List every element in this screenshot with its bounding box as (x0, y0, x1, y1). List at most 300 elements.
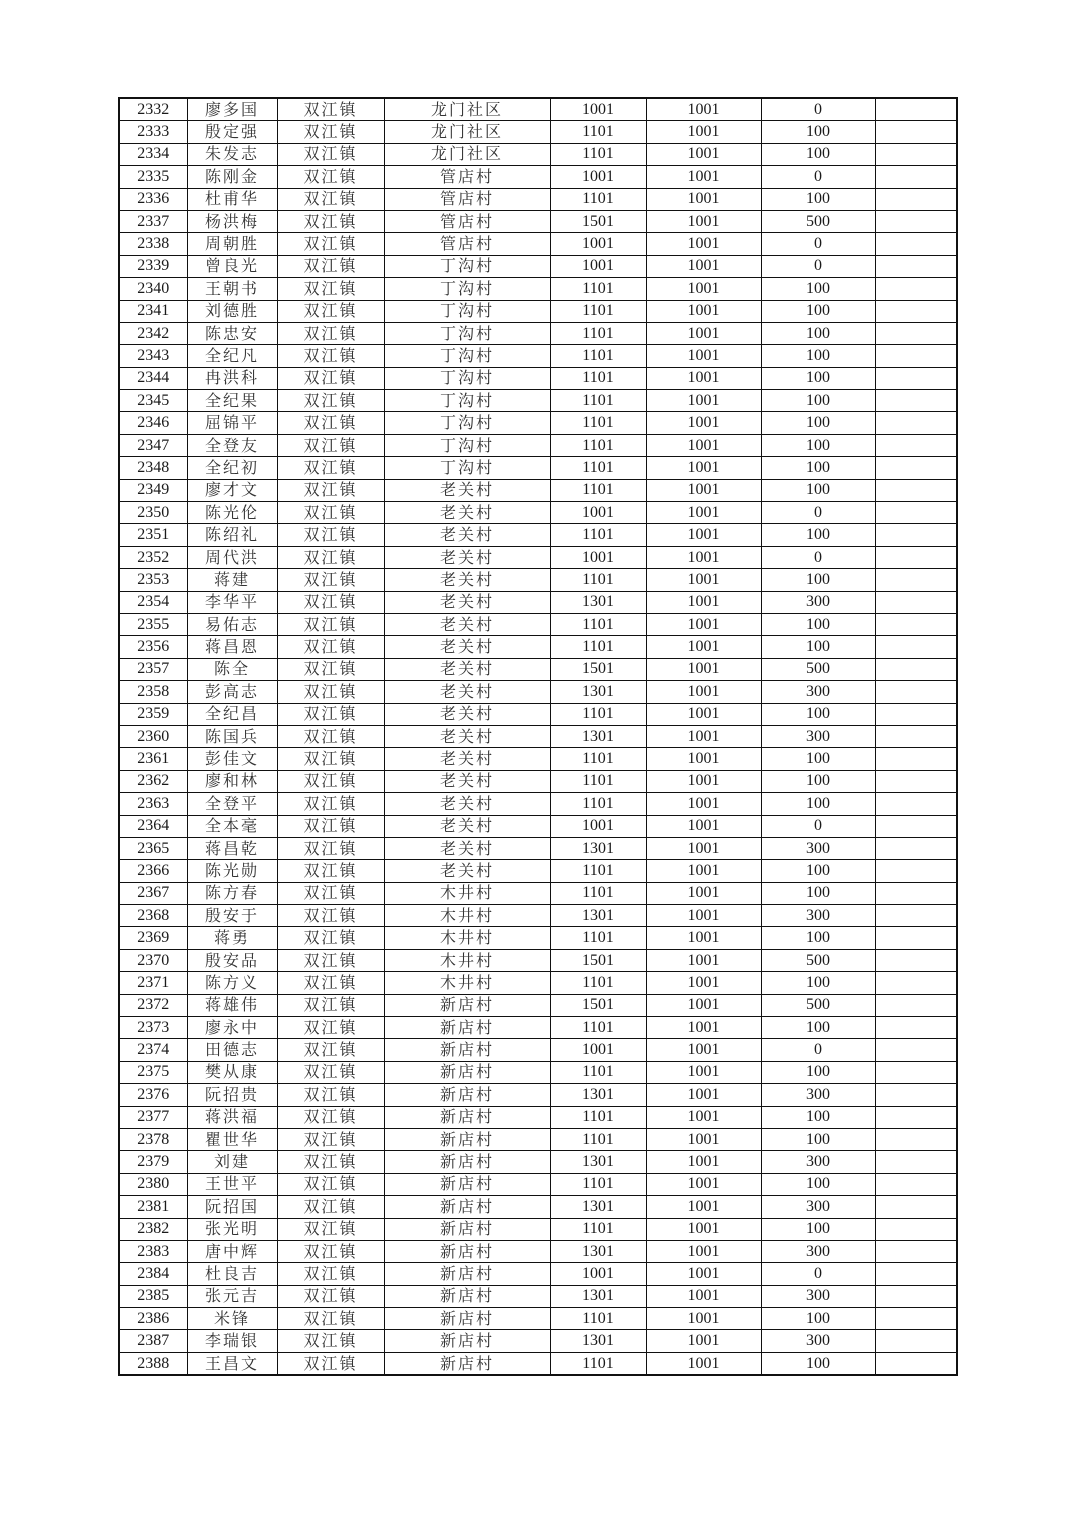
difference-cell: 100 (761, 1128, 875, 1150)
value-a-cell: 1101 (550, 860, 646, 882)
value-b-cell: 1001 (646, 815, 761, 837)
note-cell (875, 994, 957, 1016)
table-row (119, 1308, 957, 1330)
table-row (119, 367, 957, 389)
table-row (119, 770, 957, 792)
town-cell: 双江镇 (277, 390, 384, 412)
table-row (119, 569, 957, 591)
difference-cell: 0 (761, 1263, 875, 1285)
town-cell: 双江镇 (277, 1061, 384, 1083)
value-b-cell: 1001 (646, 322, 761, 344)
name-cell: 冉洪科 (187, 367, 277, 389)
town-cell: 双江镇 (277, 703, 384, 725)
village-cell: 新店村 (384, 1352, 550, 1375)
value-a-cell: 1101 (550, 972, 646, 994)
value-a-cell: 1101 (550, 1106, 646, 1128)
value-a-cell: 1001 (550, 1039, 646, 1061)
town-cell: 双江镇 (277, 994, 384, 1016)
value-b-cell: 1001 (646, 793, 761, 815)
name-cell: 蒋昌恩 (187, 636, 277, 658)
row-number-cell: 2352 (119, 546, 187, 568)
note-cell (875, 636, 957, 658)
difference-cell: 0 (761, 98, 875, 121)
village-cell: 龙门社区 (384, 143, 550, 165)
town-cell: 双江镇 (277, 1039, 384, 1061)
town-cell: 双江镇 (277, 322, 384, 344)
difference-cell: 0 (761, 255, 875, 277)
village-cell: 新店村 (384, 1263, 550, 1285)
row-number-cell: 2342 (119, 322, 187, 344)
town-cell: 双江镇 (277, 1151, 384, 1173)
value-a-cell: 1101 (550, 703, 646, 725)
village-cell: 管店村 (384, 233, 550, 255)
value-b-cell: 1001 (646, 233, 761, 255)
name-cell: 蒋勇 (187, 927, 277, 949)
value-b-cell: 1001 (646, 1128, 761, 1150)
value-b-cell: 1001 (646, 412, 761, 434)
village-cell: 新店村 (384, 1240, 550, 1262)
name-cell: 米锋 (187, 1308, 277, 1330)
town-cell: 双江镇 (277, 98, 384, 121)
town-cell: 双江镇 (277, 949, 384, 971)
difference-cell: 100 (761, 143, 875, 165)
note-cell (875, 188, 957, 210)
village-cell: 新店村 (384, 1039, 550, 1061)
value-a-cell: 1101 (550, 1173, 646, 1195)
village-cell: 丁沟村 (384, 434, 550, 456)
value-b-cell: 1001 (646, 1017, 761, 1039)
value-a-cell: 1301 (550, 1330, 646, 1352)
name-cell: 全登平 (187, 793, 277, 815)
row-number-cell: 2377 (119, 1106, 187, 1128)
row-number-cell: 2343 (119, 345, 187, 367)
value-b-cell: 1001 (646, 502, 761, 524)
village-cell: 新店村 (384, 1218, 550, 1240)
difference-cell: 0 (761, 166, 875, 188)
name-cell: 陈光勋 (187, 860, 277, 882)
note-cell (875, 905, 957, 927)
village-cell: 新店村 (384, 1128, 550, 1150)
village-cell: 木井村 (384, 905, 550, 927)
difference-cell: 100 (761, 1352, 875, 1375)
name-cell: 曾良光 (187, 255, 277, 277)
difference-cell: 0 (761, 815, 875, 837)
value-a-cell: 1301 (550, 1285, 646, 1307)
table-row (119, 725, 957, 747)
difference-cell: 100 (761, 479, 875, 501)
name-cell: 全纪初 (187, 457, 277, 479)
value-b-cell: 1001 (646, 994, 761, 1016)
note-cell (875, 658, 957, 680)
village-cell: 木井村 (384, 882, 550, 904)
village-cell: 老关村 (384, 613, 550, 635)
value-b-cell: 1001 (646, 255, 761, 277)
village-cell: 木井村 (384, 927, 550, 949)
note-cell (875, 412, 957, 434)
note-cell (875, 502, 957, 524)
name-cell: 田德志 (187, 1039, 277, 1061)
difference-cell: 100 (761, 524, 875, 546)
note-cell (875, 1151, 957, 1173)
value-a-cell: 1101 (550, 613, 646, 635)
table-row (119, 793, 957, 815)
note-cell (875, 927, 957, 949)
town-cell: 双江镇 (277, 681, 384, 703)
difference-cell: 300 (761, 1084, 875, 1106)
name-cell: 廖多国 (187, 98, 277, 121)
village-cell: 老关村 (384, 860, 550, 882)
table-row (119, 1084, 957, 1106)
difference-cell: 100 (761, 569, 875, 591)
name-cell: 王世平 (187, 1173, 277, 1195)
town-cell: 双江镇 (277, 591, 384, 613)
table-row (119, 1218, 957, 1240)
row-number-cell: 2336 (119, 188, 187, 210)
town-cell: 双江镇 (277, 569, 384, 591)
town-cell: 双江镇 (277, 278, 384, 300)
table-row (119, 949, 957, 971)
note-cell (875, 457, 957, 479)
value-b-cell: 1001 (646, 546, 761, 568)
town-cell: 双江镇 (277, 793, 384, 815)
value-b-cell: 1001 (646, 591, 761, 613)
village-cell: 老关村 (384, 837, 550, 859)
village-cell: 老关村 (384, 524, 550, 546)
note-cell (875, 278, 957, 300)
note-cell (875, 703, 957, 725)
value-a-cell: 1101 (550, 188, 646, 210)
village-cell: 新店村 (384, 994, 550, 1016)
row-number-cell: 2387 (119, 1330, 187, 1352)
village-cell: 老关村 (384, 793, 550, 815)
table-row (119, 345, 957, 367)
value-b-cell: 1001 (646, 143, 761, 165)
difference-cell: 100 (761, 793, 875, 815)
town-cell: 双江镇 (277, 1106, 384, 1128)
village-cell: 木井村 (384, 972, 550, 994)
name-cell: 全本毫 (187, 815, 277, 837)
note-cell (875, 300, 957, 322)
name-cell: 刘德胜 (187, 300, 277, 322)
row-number-cell: 2357 (119, 658, 187, 680)
table-row (119, 591, 957, 613)
row-number-cell: 2368 (119, 905, 187, 927)
row-number-cell: 2374 (119, 1039, 187, 1061)
row-number-cell: 2350 (119, 502, 187, 524)
difference-cell: 100 (761, 121, 875, 143)
note-cell (875, 882, 957, 904)
difference-cell: 100 (761, 1017, 875, 1039)
town-cell: 双江镇 (277, 1218, 384, 1240)
value-a-cell: 1101 (550, 1017, 646, 1039)
note-cell (875, 233, 957, 255)
village-cell: 丁沟村 (384, 300, 550, 322)
value-a-cell: 1101 (550, 390, 646, 412)
town-cell: 双江镇 (277, 233, 384, 255)
village-cell: 丁沟村 (384, 457, 550, 479)
table-row (119, 837, 957, 859)
name-cell: 杜良吉 (187, 1263, 277, 1285)
town-cell: 双江镇 (277, 255, 384, 277)
town-cell: 双江镇 (277, 725, 384, 747)
row-number-cell: 2363 (119, 793, 187, 815)
name-cell: 阮招贵 (187, 1084, 277, 1106)
value-a-cell: 1301 (550, 725, 646, 747)
difference-cell: 100 (761, 613, 875, 635)
row-number-cell: 2332 (119, 98, 187, 121)
value-b-cell: 1001 (646, 1218, 761, 1240)
village-cell: 老关村 (384, 636, 550, 658)
village-cell: 新店村 (384, 1308, 550, 1330)
table-row (119, 1017, 957, 1039)
value-a-cell: 1101 (550, 278, 646, 300)
village-cell: 丁沟村 (384, 390, 550, 412)
difference-cell: 100 (761, 322, 875, 344)
table-row (119, 703, 957, 725)
town-cell: 双江镇 (277, 457, 384, 479)
difference-cell: 100 (761, 770, 875, 792)
town-cell: 双江镇 (277, 412, 384, 434)
village-cell: 新店村 (384, 1173, 550, 1195)
note-cell (875, 143, 957, 165)
town-cell: 双江镇 (277, 188, 384, 210)
row-number-cell: 2348 (119, 457, 187, 479)
difference-cell: 100 (761, 390, 875, 412)
row-number-cell: 2375 (119, 1061, 187, 1083)
note-cell (875, 1128, 957, 1150)
value-a-cell: 1001 (550, 502, 646, 524)
table-row (119, 434, 957, 456)
table-row (119, 524, 957, 546)
table-row (119, 1285, 957, 1307)
value-a-cell: 1101 (550, 1128, 646, 1150)
value-a-cell: 1101 (550, 143, 646, 165)
difference-cell: 300 (761, 1151, 875, 1173)
value-b-cell: 1001 (646, 972, 761, 994)
difference-cell: 300 (761, 725, 875, 747)
value-b-cell: 1001 (646, 98, 761, 121)
difference-cell: 0 (761, 1039, 875, 1061)
value-b-cell: 1001 (646, 748, 761, 770)
difference-cell: 100 (761, 1218, 875, 1240)
row-number-cell: 2333 (119, 121, 187, 143)
value-b-cell: 1001 (646, 703, 761, 725)
town-cell: 双江镇 (277, 345, 384, 367)
name-cell: 殷安品 (187, 949, 277, 971)
name-cell: 蒋昌乾 (187, 837, 277, 859)
table-row (119, 98, 957, 121)
table-row (119, 1151, 957, 1173)
row-number-cell: 2347 (119, 434, 187, 456)
note-cell (875, 1308, 957, 1330)
village-cell: 老关村 (384, 591, 550, 613)
village-cell: 管店村 (384, 210, 550, 232)
town-cell: 双江镇 (277, 748, 384, 770)
name-cell: 彭佳文 (187, 748, 277, 770)
difference-cell: 300 (761, 1240, 875, 1262)
note-cell (875, 725, 957, 747)
value-a-cell: 1301 (550, 1240, 646, 1262)
note-cell (875, 546, 957, 568)
difference-cell: 100 (761, 1106, 875, 1128)
name-cell: 全纪凡 (187, 345, 277, 367)
note-cell (875, 815, 957, 837)
value-b-cell: 1001 (646, 1061, 761, 1083)
note-cell (875, 1330, 957, 1352)
difference-cell: 100 (761, 927, 875, 949)
row-number-cell: 2380 (119, 1173, 187, 1195)
value-b-cell: 1001 (646, 949, 761, 971)
difference-cell: 100 (761, 278, 875, 300)
note-cell (875, 793, 957, 815)
note-cell (875, 255, 957, 277)
village-cell: 丁沟村 (384, 367, 550, 389)
difference-cell: 300 (761, 1330, 875, 1352)
town-cell: 双江镇 (277, 479, 384, 501)
village-cell: 管店村 (384, 166, 550, 188)
name-cell: 唐中辉 (187, 1240, 277, 1262)
name-cell: 陈国兵 (187, 725, 277, 747)
table-row (119, 681, 957, 703)
value-b-cell: 1001 (646, 1106, 761, 1128)
name-cell: 陈全 (187, 658, 277, 680)
value-a-cell: 1101 (550, 636, 646, 658)
note-cell (875, 98, 957, 121)
name-cell: 殷定强 (187, 121, 277, 143)
town-cell: 双江镇 (277, 815, 384, 837)
town-cell: 双江镇 (277, 1084, 384, 1106)
name-cell: 全纪昌 (187, 703, 277, 725)
village-cell: 丁沟村 (384, 322, 550, 344)
value-a-cell: 1101 (550, 121, 646, 143)
value-b-cell: 1001 (646, 479, 761, 501)
difference-cell: 500 (761, 994, 875, 1016)
town-cell: 双江镇 (277, 1128, 384, 1150)
value-b-cell: 1001 (646, 1196, 761, 1218)
row-number-cell: 2337 (119, 210, 187, 232)
row-number-cell: 2385 (119, 1285, 187, 1307)
row-number-cell: 2388 (119, 1352, 187, 1375)
value-a-cell: 1101 (550, 434, 646, 456)
name-cell: 陈绍礼 (187, 524, 277, 546)
note-cell (875, 1106, 957, 1128)
value-a-cell: 1501 (550, 994, 646, 1016)
note-cell (875, 1285, 957, 1307)
table-row (119, 188, 957, 210)
row-number-cell: 2353 (119, 569, 187, 591)
value-a-cell: 1001 (550, 1263, 646, 1285)
row-number-cell: 2354 (119, 591, 187, 613)
value-a-cell: 1001 (550, 233, 646, 255)
row-number-cell: 2334 (119, 143, 187, 165)
value-a-cell: 1301 (550, 1151, 646, 1173)
town-cell: 双江镇 (277, 1285, 384, 1307)
difference-cell: 300 (761, 681, 875, 703)
note-cell (875, 166, 957, 188)
note-cell (875, 837, 957, 859)
difference-cell: 0 (761, 233, 875, 255)
name-cell: 王昌文 (187, 1352, 277, 1375)
value-a-cell: 1501 (550, 210, 646, 232)
value-a-cell: 1101 (550, 1061, 646, 1083)
name-cell: 蒋建 (187, 569, 277, 591)
town-cell: 双江镇 (277, 770, 384, 792)
village-cell: 新店村 (384, 1196, 550, 1218)
row-number-cell: 2376 (119, 1084, 187, 1106)
town-cell: 双江镇 (277, 837, 384, 859)
note-cell (875, 613, 957, 635)
village-cell: 新店村 (384, 1084, 550, 1106)
value-b-cell: 1001 (646, 1352, 761, 1375)
table-row (119, 255, 957, 277)
value-a-cell: 1101 (550, 1308, 646, 1330)
table-row (119, 1352, 957, 1375)
town-cell: 双江镇 (277, 613, 384, 635)
row-number-cell: 2349 (119, 479, 187, 501)
note-cell (875, 770, 957, 792)
name-cell: 全登友 (187, 434, 277, 456)
value-a-cell: 1101 (550, 457, 646, 479)
table-row (119, 905, 957, 927)
name-cell: 阮招国 (187, 1196, 277, 1218)
village-cell: 新店村 (384, 1106, 550, 1128)
name-cell: 易佑志 (187, 613, 277, 635)
value-b-cell: 1001 (646, 636, 761, 658)
note-cell (875, 322, 957, 344)
row-number-cell: 2344 (119, 367, 187, 389)
row-number-cell: 2338 (119, 233, 187, 255)
name-cell: 廖和林 (187, 770, 277, 792)
difference-cell: 100 (761, 345, 875, 367)
table-row (119, 1061, 957, 1083)
name-cell: 张光明 (187, 1218, 277, 1240)
difference-cell: 100 (761, 1308, 875, 1330)
value-a-cell: 1101 (550, 367, 646, 389)
note-cell (875, 367, 957, 389)
table-row (119, 994, 957, 1016)
row-number-cell: 2365 (119, 837, 187, 859)
row-number-cell: 2367 (119, 882, 187, 904)
name-cell: 朱发志 (187, 143, 277, 165)
note-cell (875, 1352, 957, 1375)
value-a-cell: 1501 (550, 949, 646, 971)
row-number-cell: 2373 (119, 1017, 187, 1039)
table-row (119, 1263, 957, 1285)
value-a-cell: 1301 (550, 591, 646, 613)
name-cell: 杨洪梅 (187, 210, 277, 232)
value-b-cell: 1001 (646, 725, 761, 747)
table-row (119, 121, 957, 143)
value-a-cell: 1501 (550, 658, 646, 680)
value-b-cell: 1001 (646, 457, 761, 479)
records-table-body (119, 98, 957, 1375)
village-cell: 老关村 (384, 546, 550, 568)
difference-cell: 0 (761, 502, 875, 524)
table-row (119, 882, 957, 904)
village-cell: 老关村 (384, 502, 550, 524)
value-b-cell: 1001 (646, 658, 761, 680)
note-cell (875, 479, 957, 501)
name-cell: 瞿世华 (187, 1128, 277, 1150)
table-row (119, 1240, 957, 1262)
village-cell: 新店村 (384, 1330, 550, 1352)
village-cell: 新店村 (384, 1151, 550, 1173)
town-cell: 双江镇 (277, 210, 384, 232)
note-cell (875, 972, 957, 994)
value-a-cell: 1001 (550, 815, 646, 837)
note-cell (875, 748, 957, 770)
name-cell: 彭高志 (187, 681, 277, 703)
